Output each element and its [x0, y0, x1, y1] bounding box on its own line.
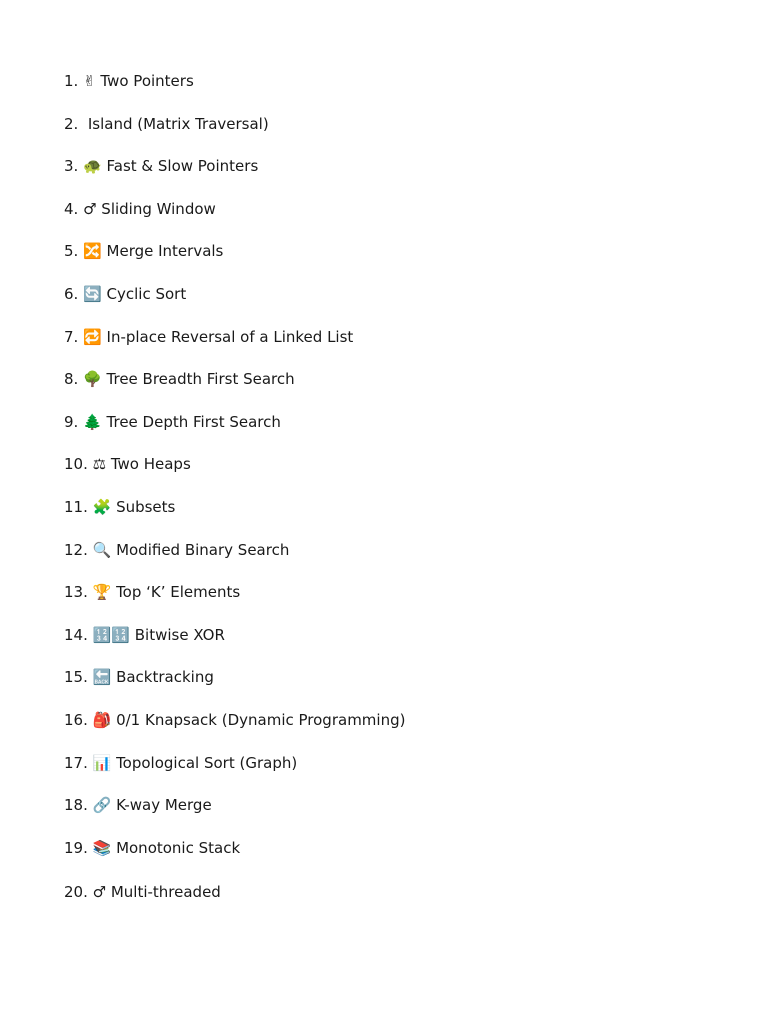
list-item: 15. 🔙 Backtracking [64, 668, 214, 687]
list-item: 6. 🔄 Cyclic Sort [64, 284, 187, 303]
list-item: 19. 📚 Monotonic Stack [64, 838, 241, 857]
list-item: 18. 🔗 K-way Merge [64, 796, 212, 815]
list-item: 10. ⚖ Two Heaps [64, 455, 191, 474]
list-item: 17. 📊 Topological Sort (Graph) [64, 753, 298, 772]
list-item: 20. ♂ Multi-threaded [64, 882, 221, 901]
list-item: 13. 🏆 Top ‘K’ Elements [64, 583, 241, 602]
list-item: 4. ♂ Sliding Window [64, 199, 216, 218]
list-item: 1. ✌ Two Pointers [64, 72, 194, 90]
list-item: 8. 🌳 Tree Breadth First Search [64, 370, 295, 389]
list-item: 5. 🔀 Merge Intervals [64, 242, 224, 261]
list-item: 3. 🐢 Fast & Slow Pointers [64, 157, 259, 176]
list-item: 12. 🔍 Modified Binary Search [64, 540, 290, 559]
list-item: 2. Island (Matrix Traversal) [64, 114, 269, 133]
list-item: 16. 🎒 0/1 Knapsack (Dynamic Programming) [64, 710, 406, 729]
list-item: 14. 🔢🔢 Bitwise XOR [64, 625, 225, 644]
list-item: 7. 🔁 In-place Reversal of a Linked List [64, 327, 354, 346]
pattern-list [64, 70, 405, 923]
list-item: 9. 🌲 Tree Depth First Search [64, 412, 281, 431]
list-item: 11. 🧩 Subsets [64, 497, 176, 516]
